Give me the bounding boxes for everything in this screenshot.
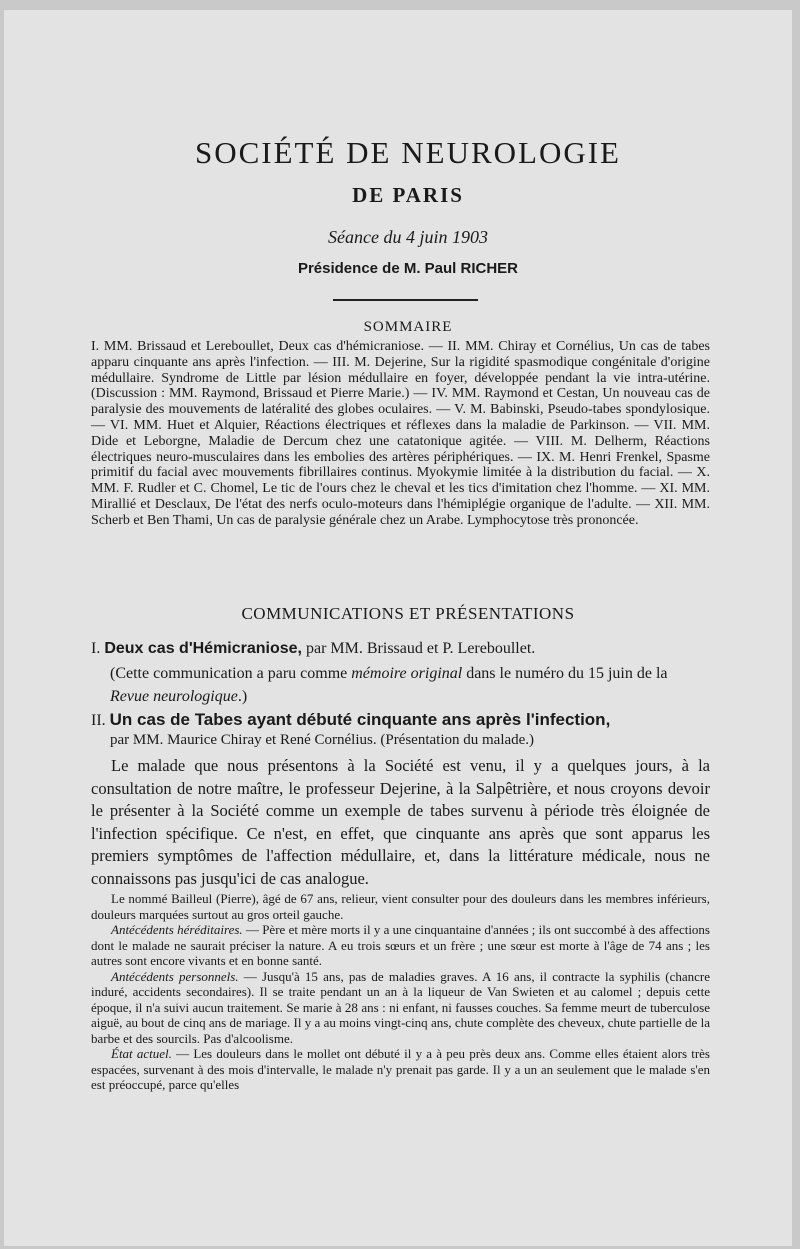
seance-date: Séance du 4 juin 1903 xyxy=(328,227,488,247)
communications-heading: COMMUNICATIONS ET PRÉSENTATIONS xyxy=(241,604,575,623)
sommaire-text: I. MM. Brissaud et Lereboullet, Deux cas d'hémicraniose. — II. MM. Chiray et Cornélius, Un cas de tabes apparu cinquante ans après l'infection. — III. M. Dejerine, Sur la rigidité spasmodique congénitale d'origine médullaire. Syndrome de Little par lésion médullaire en foyer, développée pendant la vie intra-utérine. (Discussion : MM. Raymond, Brissaud et Pierre Marie.) — IV. MM. Raymond et Cestan, Un nouveau cas de paralysie des mouvements de latéralité des globes oculaires. — V. M. Babinski, Pseudo-tabes spondylosique. — VI. MM. Huet et Alquier, Réactions électriques et réflexes dans la maladie de Parkinson. — VII. MM. Dide et Leborgne, Maladie de Dercum chez une catatonique agitée. — VIII. M. Delherm, Réactions électriques neuro-musculaires dans les embolies des artères périphériques. — IX. M. Henri Frenkel, Spasme primitif du facial avec mouvements fibrillaires continus. Myokymie limitée à la distribution du facial. — X. MM. F. Rudler et C. Chomel, Le tic de l'ours chez le cheval et les tics d'imitation chez l'homme. — XI. MM. Mirallié et Desclaux, De l'état des nerfs oculo-moteurs dans l'hémiplégie organique de l'adulte. — XII. MM. Scherb et Ben Thami, Un cas de paralysie générale chez un Arabe. Lymphocytose très prononcée. xyxy=(91,339,710,528)
presidence: Présidence de M. Paul RICHER xyxy=(297,260,519,277)
section-1-number: I. xyxy=(91,640,101,657)
case-label: Antécédents héréditaires. xyxy=(111,922,243,937)
note-text: .) xyxy=(237,688,248,705)
note-text: (Cette communication a paru comme xyxy=(110,665,348,682)
page-title: SOCIÉTÉ DE NEUROLOGIE xyxy=(194,135,621,170)
section-2-title: Un cas de Tabes ayant débuté cinquante ans après l'infection, xyxy=(109,710,611,729)
case-text: — Père et mère morts il y a une cinquantaine d'années ; ils ont succombé à des affections dont le malade ne saurait préciser la nature. A eu trois sœurs et un frère ; une sœur est morte à l'âge de 74 ans ; les autres sont encore vivants et en bonne santé. xyxy=(91,922,710,968)
note-journal: Revue neurologique xyxy=(110,688,238,705)
section-2-heading xyxy=(91,710,710,731)
case-label: État actuel. xyxy=(111,1046,172,1061)
note-text: dans le numéro du 15 juin de la xyxy=(466,665,668,682)
section-2-authors: par MM. Maurice Chiray et René Cornélius. (Présentation du malade.) xyxy=(110,732,535,748)
section-1-heading xyxy=(91,639,710,659)
case-paragraph-3 xyxy=(91,969,710,1047)
section-1-note xyxy=(110,662,708,708)
case-paragraph-1: Le nommé Bailleul (Pierre), âgé de 67 ans, relieur, vient consulter pour des douleurs dans les membres inférieurs, douleurs marquées surtout au gros orteil gauche. xyxy=(91,891,710,922)
case-paragraph-4 xyxy=(91,1046,710,1093)
case-paragraph-2 xyxy=(91,922,710,969)
divider-rule xyxy=(333,299,478,301)
case-text: — Jusqu'à 15 ans, pas de maladies graves. A 16 ans, il contracte la syphilis (chancre induré, accidents secondaires). Il se traite pendant un an à la liqueur de Van Swieten et au calomel ; depuis cette époque, il n'a suivi aucun traitement. Se marie à 28 ans : ni enfant, ni fausses couches. Sa femme meurt de tuberculose aiguë, au bout de cinq ans de mariage. Il y a au moins vingt-cinq ans, chute complète des cheveux, chute partielle de la barbe et des sourcils. Pas d'alcoolisme. xyxy=(91,968,710,1046)
sommaire-heading: SOMMAIRE xyxy=(363,319,453,335)
page xyxy=(4,10,792,1246)
note-emphasis: mémoire original xyxy=(351,665,463,682)
case-report xyxy=(91,891,710,1093)
section-2-paragraph: Le malade que nous présentons à la Société est venu, il y a quelques jours, à la consultation de notre maître, le professeur Dejerine, à la Salpêtrière, et nous croyons devoir le présenter à la Société comme un exemple de tabes survenu à période très éloignée de l'infection spécifique. Ce n'est, en effet, que cinquante ans après que sont apparus les premiers symptômes de l'affection médullaire, et, dans la littérature médicale, nous ne connaissons pas jusqu'ici de cas analogue. xyxy=(91,756,710,888)
section-1-title: Deux cas d'Hémicraniose, xyxy=(104,640,302,657)
case-label: Antécédents personnels. xyxy=(111,968,239,984)
case-text: — Les douleurs dans le mollet ont débuté il y a à peu près deux ans. Comme elles étaient alors très espacées, survenant à des mois d'intervalle, le malade n'y prenait pas garde. Il y a un an seulement que le malade s'en est préoccupé, parce qu'elles xyxy=(91,1046,710,1092)
section-2-number: II. xyxy=(91,712,106,729)
page-subtitle: DE PARIS xyxy=(352,183,464,207)
section-1-authors: par MM. Brissaud et P. Lereboullet. xyxy=(306,640,536,657)
